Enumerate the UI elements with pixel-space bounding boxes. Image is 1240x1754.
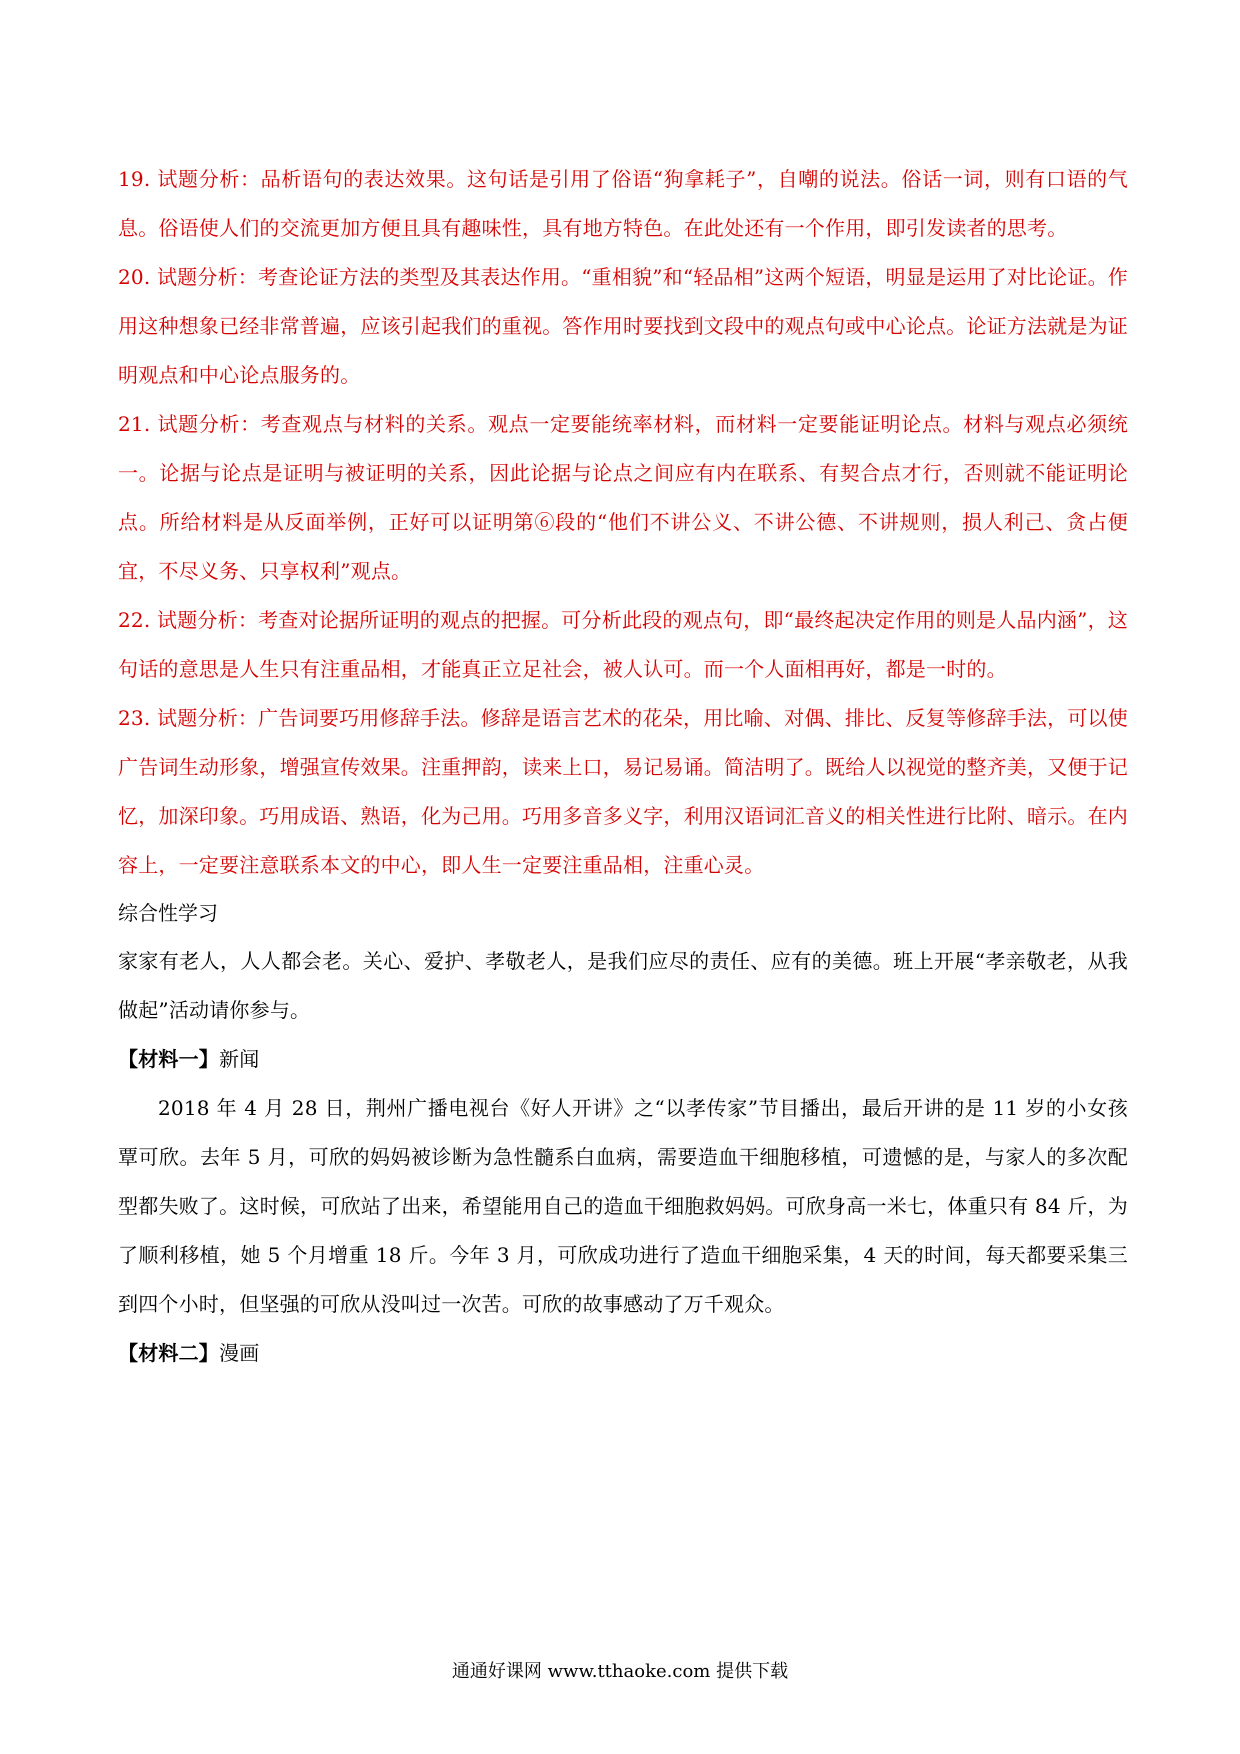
material1-label: 【材料一】 — [118, 1047, 219, 1071]
analysis-text: 试题分析：考查对论据所证明的观点的把握。可分析此段的观点句，即“最终起决定作用的则是人品内涵”，这句话的意思是人生只有注重品相，才能真正立足社会，被人认可。而一个人面相再好，都是一时的。 — [118, 608, 1128, 681]
analysis-text: 试题分析：考查论证方法的类型及其表达作用。“重相貌”和“轻品相”这两个短语，明显是运用了对比论证。作用这种想象已经非常普遍，应该引起我们的重视。答作用时要找到文段中的观点句或中心论点。论证方法就是为证明观点和中心论点服务的。 — [118, 265, 1128, 387]
analysis-20 — [118, 253, 1128, 400]
material1-title: 新闻 — [219, 1047, 260, 1071]
material2-heading — [118, 1329, 1128, 1378]
analysis-text: 试题分析：考查观点与材料的关系。观点一定要能统率材料，而材料一定要能证明论点。材料与观点必须统一。论据与论点是证明与被证明的关系，因此论据与论点之间应有内在联系、有契合点才行，否则就不能证明论点。所给材料是从反面举例，正好可以证明第⑥段的“他们不讲公义、不讲公德、不讲规则，损人利己、贪占便宜，不尽义务、只享权利”观点。 — [118, 412, 1128, 583]
analysis-23 — [118, 694, 1128, 890]
analysis-text: 试题分析：广告词要巧用修辞手法。修辞是语言艺术的花朵，用比喻、对偶、排比、反复等修辞手法，可以使广告词生动形象，增强宣传效果。注重押韵，读来上口，易记易诵。简洁明了。既给人以视觉的整齐美，又便于记忆，加深印象。巧用成语、熟语，化为己用。巧用多音多义字，利用汉语词汇音义的相关性进行比附、暗示。在内容上，一定要注意联系本文的中心，即人生一定要注重品相，注重心灵。 — [118, 706, 1128, 877]
material1-body: 2018 年 4 月 28 日，荆州广播电视台《好人开讲》之“以孝传家”节目播出，最后开讲的是 11 岁的小女孩覃可欣。去年 5 月，可欣的妈妈被诊断为急性髓系白血病，需要造血干细胞移植，可遗憾的是，与家人的多次配型都失败了。这时候，可欣站了出来，希望能用自己的造血干细胞救妈妈。可欣身高一米七，体重只有 84 斤，为了顺利移植，她 5 个月增重 18 斤。今年 3 月，可欣成功进行了造血干细胞采集，4 天的时间，每天都要采集三到四个小时，但坚强的可欣从没叫过一次苦。可欣的故事感动了万千观众。 — [118, 1096, 1128, 1316]
material1-heading — [118, 1035, 1128, 1084]
page-footer: 通通好课网 www.tthaoke.com 提供下载 — [451, 1661, 789, 1682]
analysis-21 — [118, 400, 1128, 596]
intro-paragraph: 家家有老人，人人都会老。关心、爱护、孝敬老人，是我们应尽的责任、应有的美德。班上开展“孝亲敬老，从我做起”活动请你参与。 — [118, 949, 1128, 1022]
analysis-22 — [118, 596, 1128, 694]
analysis-number: 20. — [118, 265, 151, 289]
material2-title: 漫画 — [219, 1341, 260, 1365]
analysis-number: 23. — [118, 706, 151, 730]
analysis-text: 试题分析：品析语句的表达效果。这句话是引用了俗语“狗拿耗子”，自嘲的说法。俗话一词，则有口语的气息。俗语使人们的交流更加方便且具有趣味性，具有地方特色。在此处还有一个作用，即引发读者的思考。 — [118, 167, 1128, 240]
analysis-number: 22. — [118, 608, 151, 632]
material2-label: 【材料二】 — [118, 1341, 219, 1365]
analysis-19 — [118, 155, 1128, 253]
section-title: 综合性学习 — [118, 901, 218, 925]
analysis-number: 21. — [118, 412, 151, 436]
document-content — [118, 155, 1128, 1378]
analysis-number: 19. — [118, 167, 151, 191]
